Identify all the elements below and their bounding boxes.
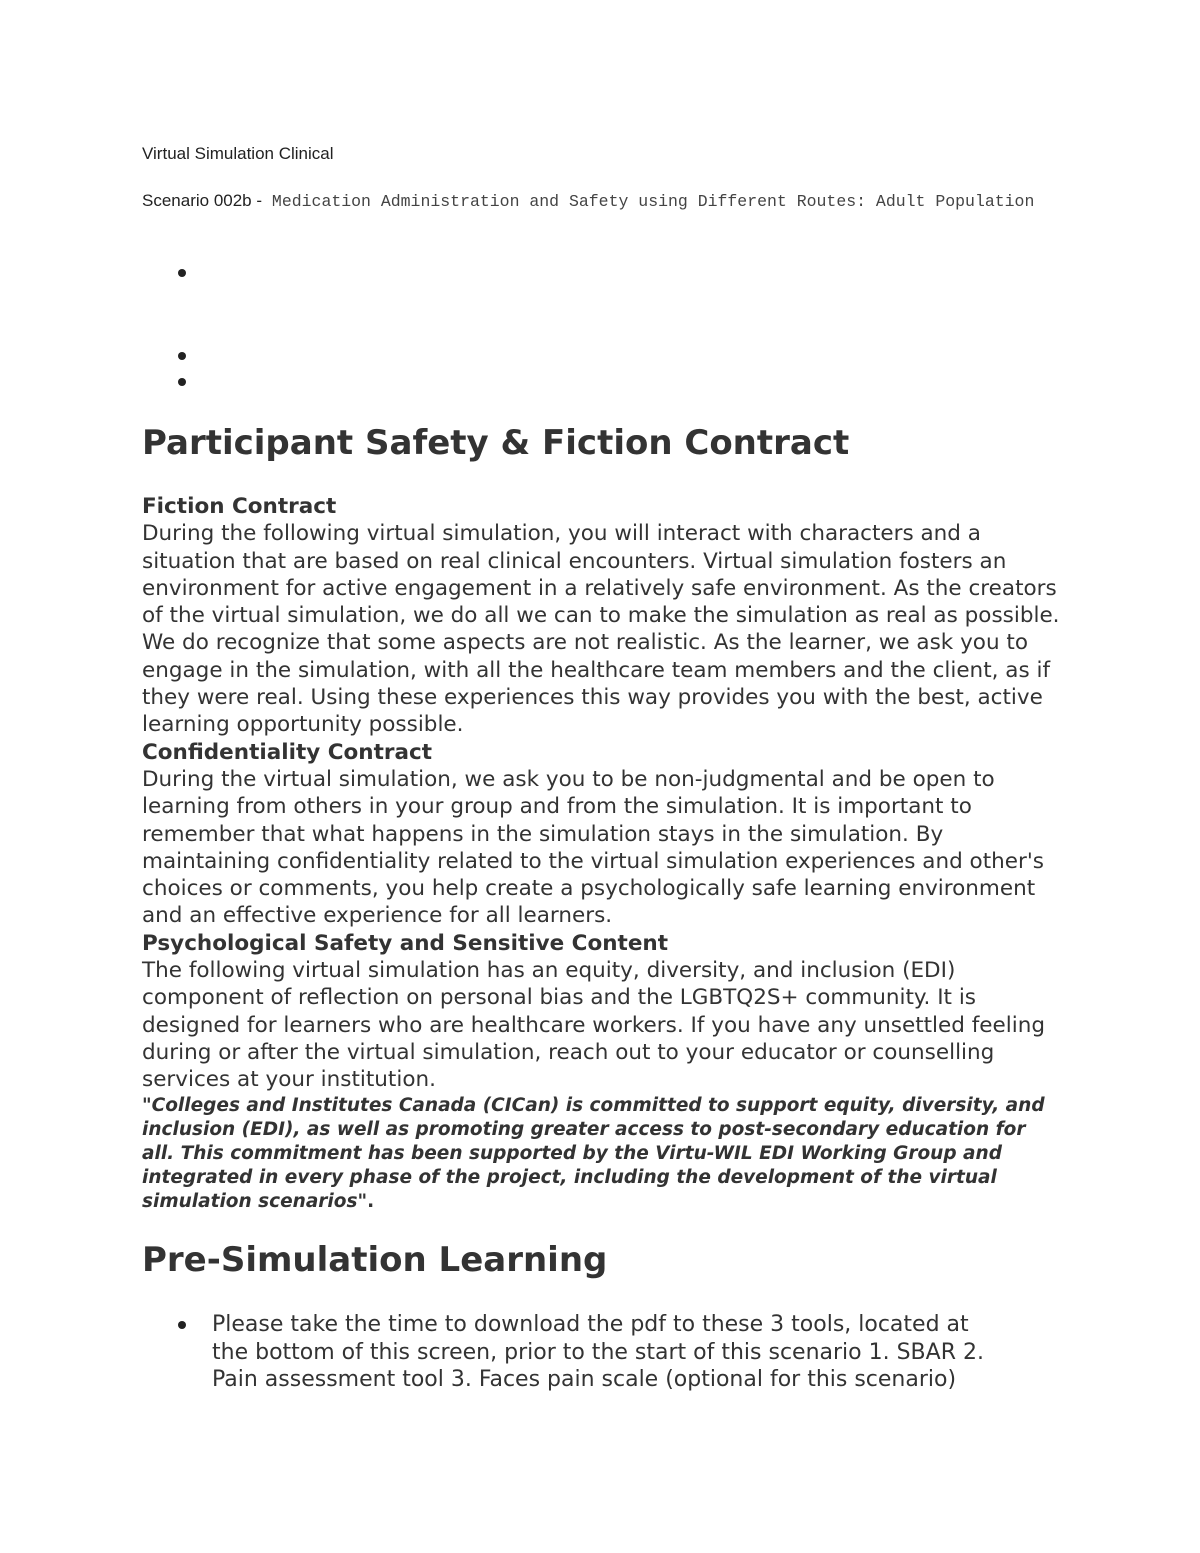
pre-simulation-heading: Pre-Simulation Learning [142,1240,608,1280]
pre-simulation-list [142,1311,1062,1394]
psychological-safety-heading: Psychological Safety and Sensitive Content [142,930,668,956]
fiction-contract-heading: Fiction Contract [142,494,337,519]
safety-heading: Participant Safety & Fiction Contract [142,423,850,463]
fiction-contract-text: During the following virtual simulation, you will interact with characters and a situation that are based on real clinical encounters. Virtual simulation fosters an environment for active engagement in a relatively safe environment. As the creators of the virtual simulation, we do all we can to make the simulation as real as possible. We do recognize that some aspects are not realistic. As the learner, we ask you to engage in the simulation, with all the healthcare team members and the client, as if they were real. Using these experiences this way provides you with the best, active learning opportunity possible. [142,521,1060,738]
scenario-label: Scenario 002b - [142,191,263,210]
list-item [142,1311,1002,1394]
confidentiality-contract-heading: Confidentiality Contract [142,739,433,765]
quote-close-mark: ". [357,1190,375,1212]
cican-quote [142,1094,1062,1214]
bullet-icon [178,1321,186,1329]
confidentiality-contract-text: During the virtual simulation, we ask you to be non-judgmental and be open to learning from others in your group and from the simulation. It is important to remember that what happens in the simulation stays in the simulation. By maintaining confidentiality related to the virtual simulation experiences and other's choices or comments, you help create a psychologically safe learning environment and an effective experience for all learners. [142,766,1044,929]
psychological-safety-text: The following virtual simulation has an equity, diversity, and inclusion (EDI) component of reflection on personal bias and the LGBTQ2S+ community. It is designed for learners who are healthcare workers. If you have any unsettled feeling during or after the virtual simulation, reach out to your educator or counselling services at your institution. [142,958,1045,1093]
scenario-line [142,189,1042,214]
list-item-text: Please take the time to download the pdf to these 3 tools, located at the bottom of this screen, prior to the start of this scenario 1. SBAR 2. Pain assessment tool 3. Faces pain scale (optional for this scenario) [212,1312,984,1392]
empty-bullet [178,378,186,386]
scenario-text: Medication Administration and Safety using Different Routes: Adult Population [262,192,1035,211]
quote-open-mark: " [142,1094,152,1116]
document-title: Virtual Simulation Clinical [142,144,334,163]
empty-bullet [178,269,186,277]
empty-bullet [178,352,186,360]
quote-text: Colleges and Institutes Canada (CICan) is committed to support equity, diversity, and inclusion (EDI), as well as promoting greater access to post-secondary education for all. This commitment has been supported by the Virtu-WIL EDI Working Group and integrated in every phase of the project, including the development of the virtual simulation scenarios [142,1094,1045,1212]
safety-content [142,493,1062,1214]
